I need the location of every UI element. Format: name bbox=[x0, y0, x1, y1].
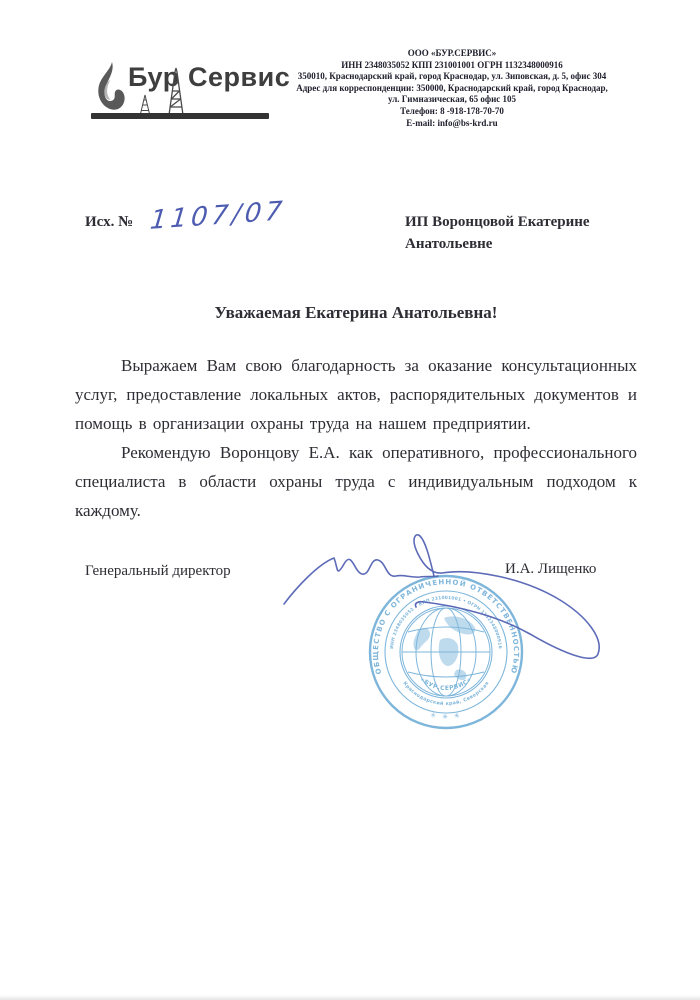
logo-word-bur: Бур bbox=[128, 62, 180, 92]
company-address: 350010, Краснодарский край, город Краснодар, ул. Зиповская, д. 5, офис 304 bbox=[297, 71, 607, 82]
company-name: ООО «БУР.СЕРВИС» bbox=[407, 48, 497, 58]
salutation: Уважаемая Екатерина Анатольевна! bbox=[214, 303, 498, 322]
logo-word-servis: Сервис bbox=[188, 62, 291, 92]
svg-text:Краснодарский край, Северская bbox=[401, 681, 490, 707]
stamp-decor-stars: ✳ ✳ ✳ bbox=[429, 711, 463, 721]
oil-derrick-icon bbox=[165, 66, 187, 116]
scan-bottom-shadow bbox=[0, 995, 700, 1000]
handwritten-signature bbox=[268, 516, 628, 676]
company-phone: Телефон: 8 -918-178-70-70 bbox=[400, 105, 504, 116]
company-logo bbox=[91, 58, 291, 124]
paragraph-gratitude: Выражаем Вам свою благодарность за оказание консультационных услуг, предоставление локальных актов, распорядительных документов и помощь в организации охраны труда на нашем предприятии. bbox=[75, 356, 637, 433]
logo-underline-bar bbox=[91, 113, 269, 119]
paragraph-recommendation: Рекомендую Воронцову Е.А. как оперативного, профессионального специалиста в области охраны труда с индивидуальным подходом к каждому. bbox=[75, 443, 637, 520]
signer-position: Генеральный директор bbox=[85, 563, 231, 579]
outgoing-number-label: Исх. № bbox=[85, 214, 134, 230]
handwritten-outgoing-number: 1107/07 bbox=[148, 196, 288, 236]
recipient-line-2: Анатольевне bbox=[405, 236, 493, 252]
stamp-region-text: Краснодарский край, Северская bbox=[401, 681, 491, 707]
flame-drop-icon bbox=[96, 62, 126, 112]
company-postal-address-1: Адрес для корреспонденции: 350000, Краснодарский край, город Краснодар, bbox=[296, 82, 608, 93]
company-inn-kpp-ogrn: ИНН 2348035052 КПП 231001001 ОГРН 1132348000916 bbox=[341, 59, 563, 70]
recipient-line-1: ИП Воронцовой Екатерине bbox=[405, 214, 590, 230]
company-email: E-mail: info@bs-krd.ru bbox=[406, 117, 498, 128]
stamp-ids-text: ИНН 2348035052 • КПП 231001001 • ОГРН 1132348000916 bbox=[390, 595, 502, 650]
recipient-block bbox=[405, 211, 620, 255]
signer-name: И.А. Лищенко bbox=[505, 561, 597, 577]
company-details-block bbox=[282, 48, 622, 129]
stamp-outer-text: ОБЩЕСТВО С ОГРАНИЧЕННОЙ ОТВЕТСТВЕННОСТЬЮ bbox=[371, 578, 521, 676]
company-postal-address-2: ул. Гимназическая, 65 офис 105 bbox=[387, 94, 516, 105]
letter-body bbox=[75, 351, 637, 525]
stamp-company-name: «БУР.СЕРВИС» bbox=[418, 675, 474, 693]
